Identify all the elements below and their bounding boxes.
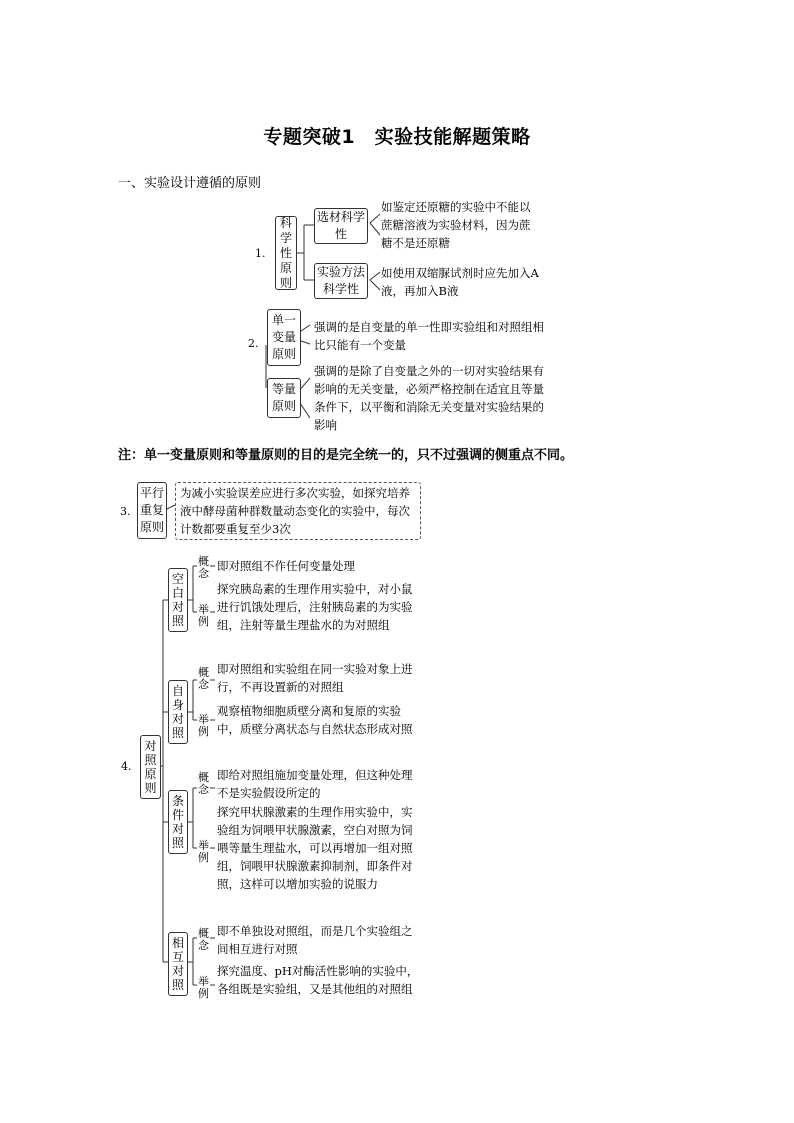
note: 注：单一变量原则和等量原则的目的是完全统一的，只不过强调的侧重点不同。 [118, 448, 574, 463]
example-label: 举 例 [198, 839, 209, 864]
item-number: 1. [255, 247, 266, 260]
text-equal: 强调的是除了自变量之外的一切对实验结果有影响的无关变量，必须严格控制在适宜且等量条件下，以平衡和消除无关变量对实验结果的影响 [314, 364, 544, 432]
concept-text-self: 即对照组和实验组在同一实验对象上进行，不再设置新的对照组 [217, 662, 413, 694]
concept-label: 概 念 [198, 555, 209, 580]
group-label-blank: 空 白 对 照 [168, 568, 188, 632]
principle-label-equal: 等量 原则 [267, 378, 301, 418]
principle-label-control: 对 照 原 则 [140, 735, 161, 799]
example-text-self: 观察植物细胞质壁分离和复原的实验中，质壁分离状态与自然状态形成对照 [217, 704, 413, 736]
item-number: 4. [121, 760, 132, 773]
sub-label-method: 实验方法科学性 [314, 263, 368, 299]
item-number: 3. [120, 505, 131, 518]
principle-label-scientific: 科 学 性 原 则 [275, 216, 297, 290]
concept-label: 概 念 [198, 771, 209, 796]
example-text-condition: 探究甲状腺激素的生理作用实验中，实验组为饲喂甲状腺激素，空白对照为饲喂等量生理盐水，可以再增加一组对照组，饲喂甲状腺激素抑制剂，即条件对照，这样可以增加实验的说服力 [217, 805, 413, 891]
concept-label: 概 念 [198, 666, 209, 691]
concept-text-mutual: 即不单独设对照组，而是几个实验组之间相互进行对照 [217, 924, 413, 956]
text-material: 如鉴定还原糖的实验中不能以蔗糖溶液为实验材料，因为蔗糖不是还原糖 [381, 200, 531, 250]
group-label-condition: 条 件 对 照 [168, 790, 188, 854]
concept-text-blank: 即对照组不作任何变量处理 [217, 559, 355, 573]
group-label-self: 自 身 对 照 [168, 680, 188, 744]
concept-text-condition: 即给对照组施加变量处理，但这种处理不是实验假设所定的 [217, 768, 413, 800]
section-heading: 一、实验设计遵循的原则 [118, 176, 262, 191]
group-label-mutual: 相 互 对 照 [168, 932, 188, 996]
page-title: 专题突破1 实验技能解题策略 [263, 126, 531, 148]
text-parallel: 为减小实验误差应进行多次实验，如探究培养液中酵母菌种群数量动态变化的实验中，每次计数都要重复至少3次 [175, 482, 421, 540]
text-single-variable: 强调的是自变量的单一性即实验组和对照组相比只能有一个变量 [314, 320, 544, 352]
sub-label-material: 选材科学性 [314, 208, 368, 244]
principle-label-parallel: 平行 重复 原则 [137, 482, 167, 539]
example-label: 举 例 [198, 975, 209, 1000]
text-method: 如使用双缩脲试剂时应先加入A液，再加入B液 [381, 266, 539, 298]
example-text-mutual: 探究温度、pH对酶活性影响的实验中，各组既是实验组，又是其他组的对照组 [217, 964, 419, 996]
example-text-blank: 探究胰岛素的生理作用实验中，对小鼠进行饥饿处理后，注射胰岛素的为实验组，注射等量生理盐水的为对照组 [217, 582, 413, 632]
example-label: 举 例 [198, 603, 209, 628]
item-number: 2. [248, 337, 259, 350]
principle-label-single-variable: 单一 变量 原则 [267, 309, 301, 366]
example-label: 举 例 [198, 713, 209, 738]
concept-label: 概 念 [198, 927, 209, 952]
